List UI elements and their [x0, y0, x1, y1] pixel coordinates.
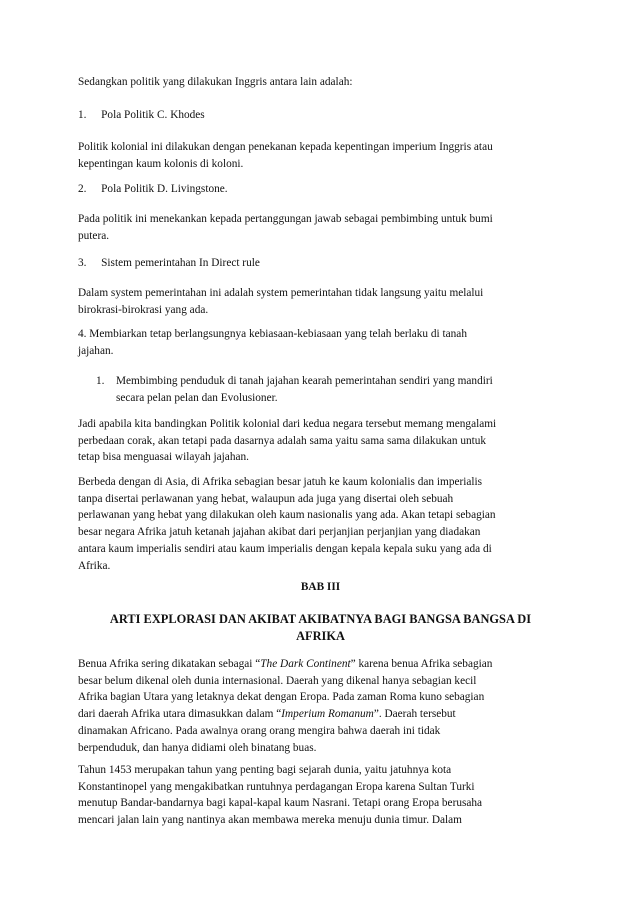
paragraph-5-line-6: Afrika.	[78, 559, 111, 572]
paragraph-7-line-3: menutup Bandar-bandarnya bagi kapal-kapal kaum Nasrani. Tetapi orang Eropa berusaha	[78, 797, 483, 810]
paragraph-5-line-4: besar negara Afrika jatuh ketanah jajahan akibat dari perjanjian perjanjian yang diadakan	[78, 526, 481, 539]
paragraph-6-line-2: besar belum dikenal oleh dunia internasional. Daerah yang dikenal hanya sebagian kecil	[78, 674, 477, 687]
paragraph-4-line-2: perbedaan corak, akan tetapi pada dasarnya adalah sama yaitu sama sama dilakukan untuk	[78, 434, 487, 447]
paragraph-1-line-2: kepentingan kaum kolonis di koloni.	[78, 157, 244, 170]
paragraph-3-line-1: Dalam system pemerintahan ini adalah system pemerintahan tidak langsung yaitu melalui	[78, 287, 484, 299]
chapter-label: BAB III	[300, 581, 341, 593]
paragraph-6	[78, 656, 563, 756]
paragraph-7	[78, 762, 563, 829]
paragraph-5-line-1: Berbeda dengan di Asia, di Afrika sebagian besar jatuh ke kaum kolonialis dan imperialis	[78, 476, 483, 488]
paragraph-1-line-1: Politik kolonial ini dilakukan dengan penekanan kepada kepentingan imperium Inggris atau	[78, 141, 493, 153]
list-item-1	[78, 107, 563, 124]
paragraph-6-line-6: berpenduduk, dan hanya didiami oleh binatang buas.	[78, 741, 317, 754]
list-item-3-text: Sistem pemerintahan In Direct rule	[101, 257, 260, 269]
paragraph-6-line-1-end: ” karena benua Afrika sebagian	[350, 658, 493, 670]
list-item-4-line-1: 4. Membiarkan tetap berlangsungnya kebiasaan-kebiasaan yang telah berlaku di tanah	[78, 328, 467, 340]
sub-list-item-1-number: 1.	[96, 375, 105, 387]
paragraph-7-line-4: mencari jalan lain yang nantinya akan membawa mereka menuju dunia timur. Dalam	[78, 814, 462, 827]
paragraph-1	[78, 139, 563, 172]
paragraph-4-line-1: Jadi apabila kita bandingkan Politik kolonial dari kedua negara tersebut memang mengalami	[78, 418, 497, 430]
paragraph-6-line-5: dinamakan Africano. Pada awalnya orang orang mengira bahwa daerah ini tidak	[78, 724, 441, 737]
paragraph-2	[78, 211, 563, 244]
list-item-1-text: Pola Politik C. Khodes	[101, 109, 205, 121]
paragraph-4-line-3: tetap bisa menguasai wilayah jajahan.	[78, 451, 249, 464]
paragraph-3	[78, 285, 563, 318]
paragraph-6-line-3: Afrika bagian Utara yang letaknya dekat dengan Eropa. Pada zaman Roma kuno sebagian	[78, 691, 485, 704]
sub-list-item-1-line-1: Membimbing penduduk di tanah jajahan kearah pemerintahan sendiri yang mandiri	[116, 375, 493, 387]
list-item-2-number: 2.	[78, 183, 87, 195]
paragraph-6-line-4	[78, 706, 563, 723]
intro-line: Sedangkan politik yang dilakukan Inggris antara lain adalah:	[78, 76, 353, 88]
chapter-heading-line-1: ARTI EXPLORASI DAN AKIBAT AKIBATNYA BAGI BANGSA BANGSA DI	[109, 612, 532, 626]
list-item-2-text: Pola Politik D. Livingstone.	[101, 183, 228, 195]
paragraph-2-line-2: putera.	[78, 229, 110, 242]
list-item-3-number: 3.	[78, 257, 87, 269]
paragraph-7-line-1: Tahun 1453 merupakan tahun yang penting bagi sejarah dunia, yaitu jatuhnya kota	[78, 764, 452, 776]
paragraph-5-line-3: perlawanan yang hebat yang dilakukan oleh kaum nasionalis yang ada. Akan tetapi sebagian	[78, 509, 496, 522]
list-item-4	[78, 326, 563, 359]
list-item-3	[78, 255, 563, 272]
sub-list-item-1-line-2: secara pelan pelan dan Evolusioner.	[116, 391, 278, 404]
list-item-4-line-2: jajahan.	[78, 344, 114, 357]
paragraph-2-line-1: Pada politik ini menekankan kepada pertanggungan jawab sebagai pembimbing untuk bumi	[78, 213, 493, 225]
imperium-romanum-phrase: Imperium Romanum	[281, 708, 374, 721]
paragraph-5-line-2: tanpa disertai perlawanan yang hebat, walaupun ada juga yang disertai oleh sebuah	[78, 492, 454, 505]
list-item-2	[78, 181, 563, 198]
chapter-heading	[78, 611, 563, 645]
dark-continent-phrase: The Dark Continent	[260, 658, 351, 670]
list-item-1-number: 1.	[78, 109, 87, 121]
paragraph-3-line-2: birokrasi-birokrasi yang ada.	[78, 303, 209, 316]
chapter-heading-line-2: AFRIKA	[296, 629, 345, 643]
intro-text	[78, 74, 563, 91]
paragraph-6-line-4-end: ”. Daerah tersebut	[373, 708, 456, 721]
paragraph-6-line-1-start: Benua Afrika sering dikatakan sebagai “	[78, 658, 261, 670]
paragraph-6-line-4-start: dari daerah Afrika utara dimasukkan dalam “	[78, 708, 282, 721]
paragraph-5-line-5: antara kaum imperialis sendiri atau kaum imperialis dengan kepala kepala suku yang ada di	[78, 542, 492, 555]
paragraph-7-line-2: Konstantinopel yang mengakibatkan runtuhnya perdagangan Eropa karena Sultan Turki	[78, 780, 475, 793]
sub-list-item-1	[96, 373, 556, 407]
paragraph-5	[78, 474, 563, 574]
paragraph-6-line-1	[78, 656, 563, 673]
paragraph-4	[78, 416, 563, 466]
